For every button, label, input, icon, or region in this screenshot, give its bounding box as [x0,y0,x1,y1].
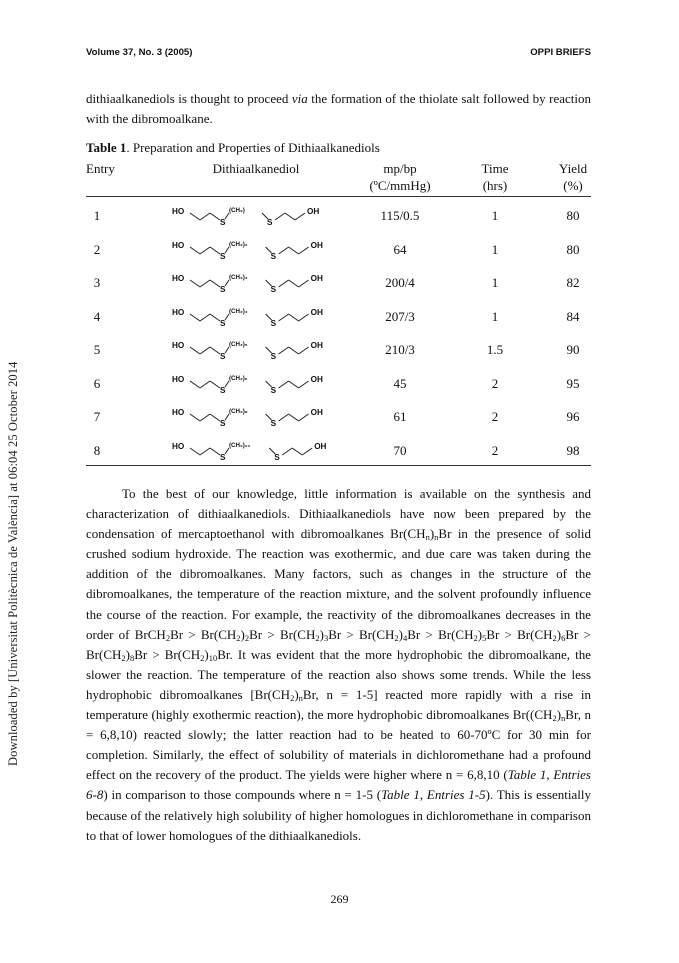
sulfur-label: S [270,318,277,328]
chain-label: (CH₂)₄ [229,307,248,315]
bond-line [190,448,200,455]
table-caption [86,140,591,156]
bond-line [200,314,210,321]
hydroxyl-label: OH [310,307,323,317]
download-watermark: Downloaded by [Universitat Politècnica de València] at 06:04 25 October 2014 [6,361,20,766]
mp-bp-value: 45 [393,375,407,391]
bond-line [299,347,309,354]
bond-line [285,213,295,220]
entry-number: 2 [93,241,101,257]
bond-line [210,247,220,254]
bond-line [200,213,210,220]
time-value: 1 [491,275,499,290]
bond-line [299,314,309,321]
sulfur-label: S [267,218,273,227]
bond-line [279,414,289,421]
hydroxyl-label: OH [310,408,323,417]
bond-line [292,448,302,455]
sulfur-label: S [220,452,226,462]
bond-line [200,448,210,455]
hydroxyl-label: HO [172,207,185,216]
table-caption-label: Table 1 [86,140,127,155]
bond-line [279,280,289,287]
table-row [86,267,591,301]
sulfur-label: S [270,251,277,261]
hydroxyl-label: HO [172,240,185,250]
sulfur-label: S [270,385,277,395]
dithiaalkanediol-structure [172,368,332,402]
dithiaalkanediol-structure [172,200,332,234]
table-row [86,200,591,234]
yield-value: 90 [566,342,580,357]
table-row [86,435,591,469]
entry-number: 8 [93,442,101,458]
bond-line [190,347,200,354]
yield-value: 96 [566,409,580,424]
bond-line [299,381,309,388]
table-header-rule [86,196,591,197]
sulfur-label: S [220,318,226,328]
table-caption-text: . Preparation and Properties of Dithiaalkanediols [126,140,380,155]
table-row [86,334,591,368]
yield-value: 84 [566,308,580,324]
bond-line [200,280,210,287]
bond-line [279,247,289,254]
chain-label: (CH₂)₈ [229,408,248,415]
bond-line [299,414,309,421]
dithiaalkanediol-structure [172,234,332,268]
header-time-unit: (hrs) [482,178,508,193]
hydroxyl-label: HO [172,408,185,417]
bond-line [275,213,285,220]
time-value: 2 [491,409,499,424]
sulfur-label: S [270,285,277,294]
table-row [86,368,591,402]
time-value: 2 [491,375,499,391]
bond-line [279,314,289,321]
entry-number: 6 [93,375,101,391]
table-header [86,160,591,196]
bond-line [299,247,309,254]
yield-value: 95 [566,375,580,391]
mp-bp-value: 207/3 [385,308,415,324]
entry-number: 5 [93,342,101,357]
chain-label: (CH₂)₅ [229,341,248,348]
bond-line [210,280,220,287]
header-entry: Entry [86,161,115,176]
header-mp: mp/bp [383,161,417,176]
mp-bp-value: 70 [393,442,407,458]
hydroxyl-label: OH [314,441,327,451]
bond-line [210,448,220,455]
hydroxyl-label: OH [310,341,323,350]
table-row [86,301,591,335]
entry-number: 4 [93,308,101,324]
yield-value: 98 [566,442,580,458]
bond-line [295,213,305,220]
time-value: 1 [491,241,499,257]
discussion-paragraph: To the best of our knowledge, little information is available on the synthesis and characterization of dithiaalkanediols. Dithiaalkanediols have now been prepared by the condensation of mercaptoethanol with dibromoalkanes $Br(CH_n)_nBr$ in the presence of solid crushed sodium hydroxide. The reaction was exothermic, and due care was taken during the addition of the dibromoalkanes. Many factors, such as changes in the structure of the dibromoalkanes, the temperature of the reaction mixture, and the solvent profoundly influence the course of the reaction. For example, the reactivity of the dibromoalkanes decreases in the order of BrCH$_2$Br > $Br(CH_2)_2Br > Br(CH_2)_3Br > Br(CH_2)_4Br > Br(CH_2)_5Br > Br(CH_2)_6Br > Br(CH_2)_8Br > Br(CH_2)_{10}Br$. It was evident that the more hydrophobic the dibromoalkane, the slower the reaction. The temperature of the reaction also shows some trends. While the less hydrophobic dibromoalkanes [$Br(CH_2)_nBr$, n = 1-5] reacted more rapidly with a rise in temperature (highly exothermic reaction), the more hydrophobic dibromoalkanes $Br((CH_2)_nBr$, n = 6,8,10) reacted slowly; the latter reaction had to be heated to 60-70ºC for 30 min for completion. Similarly, the effect of solubility of materials in dichloromethane had a profound effect on the recovery of the product. The yields were higher where n = 6,8,10 (Table 1, Entries 6-8) in comparison to those compounds where n = 1-5 (Table 1, Entries 1-5). This is essentially because of the relatively high solubility of higher homologues in dichloromethane in comparison to that of lower homologues of the dithiaalkanediols. [86,486,591,843]
bond-line [190,213,200,220]
time-value: 2 [491,442,499,458]
hydroxyl-label: OH [310,240,323,250]
hydroxyl-label: HO [172,441,185,451]
entry-number: 7 [93,409,101,424]
bond-line [190,381,200,388]
dithiaalkanediol-structure [172,435,332,469]
sulfur-label: S [220,251,226,261]
yield-value: 80 [566,241,580,257]
sulfur-label: S [220,285,226,294]
table-row [86,234,591,268]
page-number: 269 [330,892,349,906]
yield-value: 82 [566,275,580,290]
bond-line [190,280,200,287]
bond-line [289,414,299,421]
bond-line [210,381,220,388]
header-yield: Yield [558,161,588,176]
hydroxyl-label: OH [310,274,323,283]
bond-line [302,448,312,455]
bond-line [279,381,289,388]
mp-bp-value: 115/0.5 [380,208,420,223]
chain-label: (CH₂) [229,207,245,214]
entry-number: 1 [93,208,101,223]
intro-via: via [291,91,308,106]
yield-value: 80 [566,208,580,223]
bond-line [190,314,200,321]
dithiaalkanediol-structure [172,334,332,368]
sulfur-label: S [270,419,277,428]
bond-line [210,347,220,354]
dithiaalkanediol-structure [172,267,332,301]
dithiaalkanediol-structure [172,401,332,435]
chain-label: (CH₂)₆ [229,374,248,382]
sulfur-label: S [220,218,226,227]
chain-label: (CH₂)₃ [229,274,248,281]
bond-line [282,448,292,455]
journal-volume: Volume 37, No. 3 (2005) [86,47,193,58]
sulfur-label: S [274,452,280,462]
header-compound: Dithiaalkanediol [212,161,300,176]
header-yield-unit: (%) [563,178,583,193]
bond-line [190,414,200,421]
hydroxyl-label: HO [172,307,185,317]
header-mp-unit: (ºC/mmHg) [369,178,431,193]
body-paragraph [86,484,591,846]
hydroxyl-label: HO [172,374,185,384]
sulfur-label: S [220,385,226,395]
mp-bp-value: 61 [393,409,407,424]
hydroxyl-label: HO [172,341,185,350]
bond-line [299,280,309,287]
hydroxyl-label: OH [307,207,320,216]
chain-label: (CH₂)₂ [229,240,248,248]
section-title: OPPI BRIEFS [530,47,591,58]
sulfur-label: S [270,352,277,361]
time-value: 1 [491,208,499,223]
bond-line [289,247,299,254]
bond-line [210,213,220,220]
bond-line [289,381,299,388]
hydroxyl-label: HO [172,274,185,283]
header-time: Time [481,161,509,176]
dithiaalkanediol-structure [172,301,332,335]
table-bottom-rule [86,465,591,466]
time-value: 1.5 [486,342,504,357]
mp-bp-value: 210/3 [385,342,415,357]
intro-paragraph [86,89,591,129]
mp-bp-value: 64 [393,241,407,257]
table-row [86,401,591,435]
mp-bp-value: 200/4 [385,275,415,290]
intro-text-b: the formation of the thiolate salt followed by reaction with the dibromoalkane. [86,91,591,126]
table-reference-2: Table 1, Entries 1-5 [381,787,486,803]
chain-label: (CH₂)₁₀ [229,441,251,449]
bond-line [210,314,220,321]
intro-text-a: dithiaalkanediols is thought to proceed [86,91,292,106]
bond-line [200,347,210,354]
bond-line [190,247,200,254]
bond-line [200,247,210,254]
sulfur-label: S [220,352,226,361]
bond-line [200,381,210,388]
bond-line [289,314,299,321]
bond-line [279,347,289,354]
table-reference-1: Table 1, Entries 6-8 [86,767,591,803]
time-value: 1 [491,308,499,324]
sulfur-label: S [220,419,226,428]
hydroxyl-label: OH [310,374,323,384]
bond-line [210,414,220,421]
bond-line [289,280,299,287]
bond-line [200,414,210,421]
entry-number: 3 [93,275,101,290]
running-header [86,47,591,63]
bond-line [289,347,299,354]
